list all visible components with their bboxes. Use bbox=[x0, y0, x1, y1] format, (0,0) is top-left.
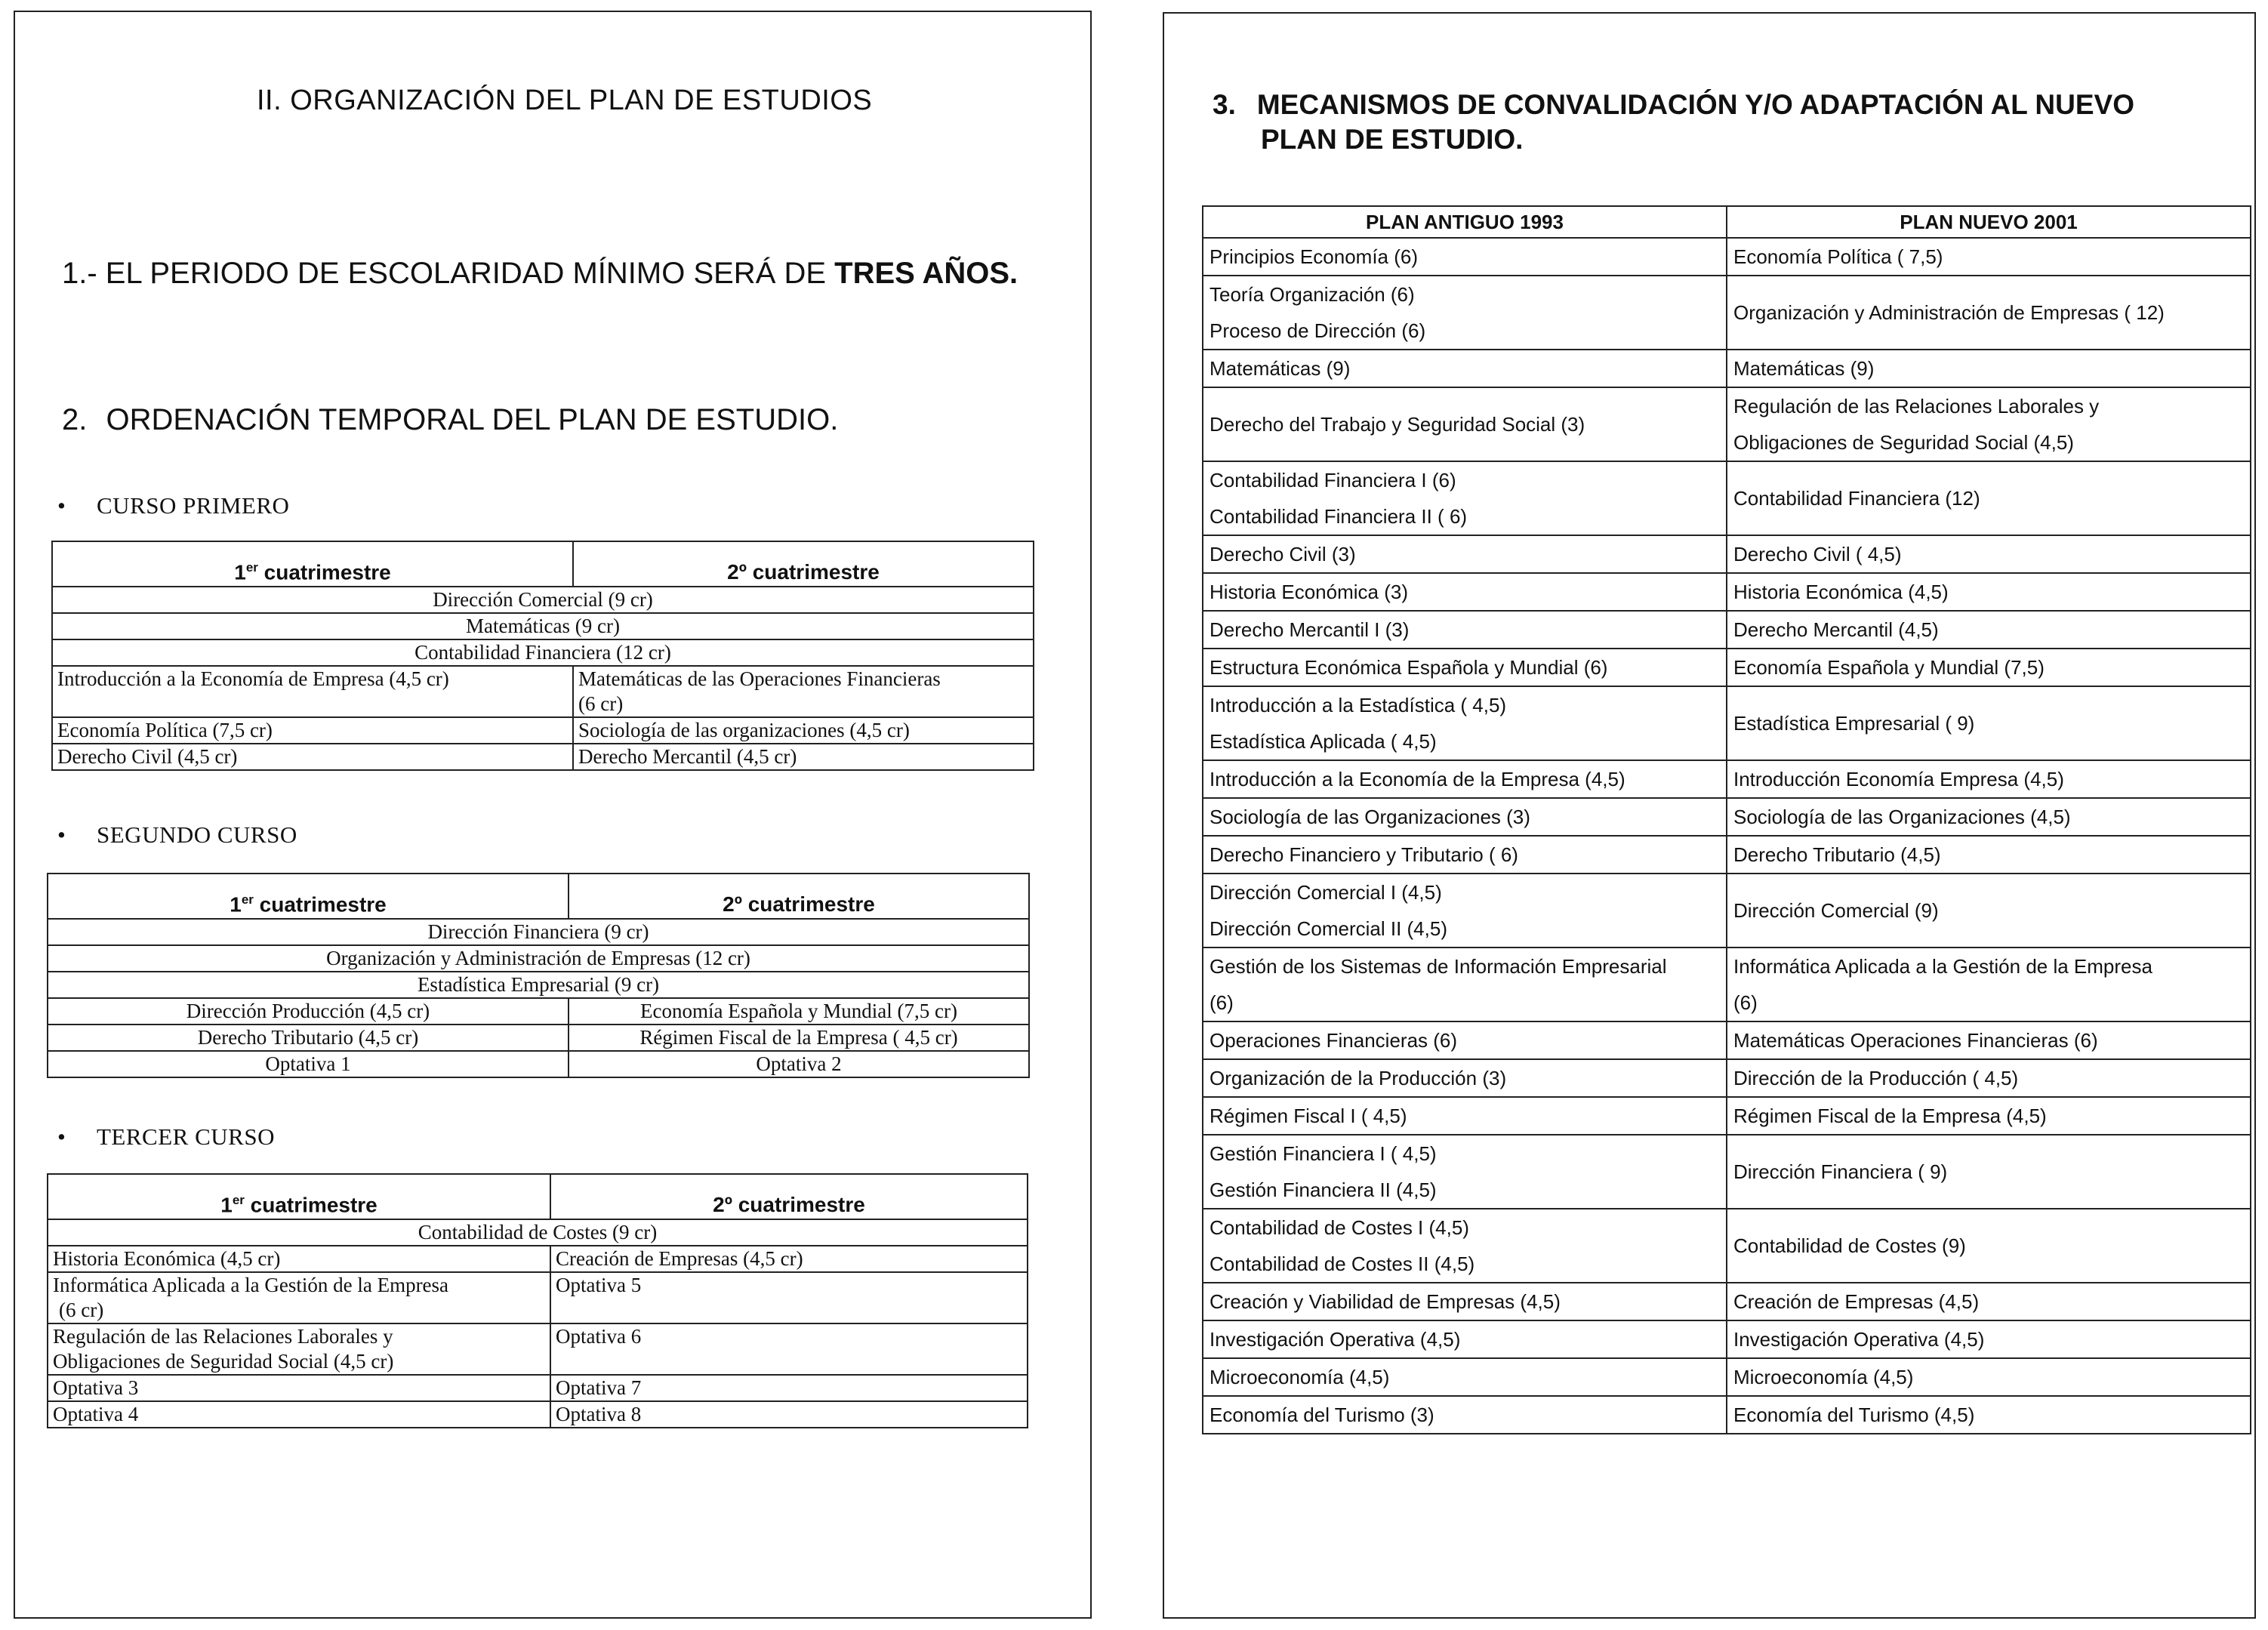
first-semester-subject: Optativa 4 bbox=[48, 1401, 550, 1428]
header-second-semester: 2º cuatrimestre bbox=[550, 1174, 1028, 1219]
table-row bbox=[1203, 350, 2251, 387]
new-plan-subject: Derecho Tributario (4,5) bbox=[1727, 836, 2251, 874]
old-plan-subject: Sociología de las Organizaciones (3) bbox=[1203, 798, 1727, 836]
second-semester-subject: Optativa 6 bbox=[550, 1323, 1028, 1375]
old-plan-subject: Historia Económica (3) bbox=[1203, 573, 1727, 611]
new-plan-subject: Dirección de la Producción ( 4,5) bbox=[1727, 1059, 2251, 1097]
table-row bbox=[1203, 1320, 2251, 1358]
course-3-table bbox=[47, 1173, 1028, 1428]
table-row bbox=[1203, 760, 2251, 798]
section-3-title-line-2: PLAN DE ESTUDIO. bbox=[1261, 124, 1524, 155]
first-semester-subject: Introducción a la Economía de Empresa (4,5 cr) bbox=[52, 666, 573, 717]
old-plan-subject: Microeconomía (4,5) bbox=[1203, 1358, 1727, 1396]
table-row bbox=[48, 1025, 1029, 1051]
course-2-title: SEGUNDO CURSO bbox=[97, 821, 297, 848]
left-page bbox=[14, 11, 1092, 1619]
first-semester-subject: Optativa 1 bbox=[48, 1051, 569, 1077]
old-plan-subject: Derecho Financiero y Tributario ( 6) bbox=[1203, 836, 1727, 874]
old-plan-subject: Estructura Económica Española y Mundial (6) bbox=[1203, 649, 1727, 686]
old-plan-subject: Gestión Financiera I ( 4,5) Gestión Financiera II (4,5) bbox=[1203, 1135, 1727, 1209]
second-semester-subject: Optativa 2 bbox=[569, 1051, 1029, 1077]
bullet: • bbox=[57, 492, 66, 519]
header-new-plan: PLAN NUEVO 2001 bbox=[1727, 206, 2251, 238]
course-1-table bbox=[51, 541, 1034, 771]
table-header-row bbox=[52, 541, 1034, 587]
old-plan-subject: Teoría Organización (6) Proceso de Dirección (6) bbox=[1203, 276, 1727, 350]
table-row bbox=[1203, 387, 2251, 461]
new-plan-subject: Historia Económica (4,5) bbox=[1727, 573, 2251, 611]
old-plan-subject: Derecho Civil (3) bbox=[1203, 535, 1727, 573]
table-row bbox=[1203, 1097, 2251, 1135]
table-row bbox=[1203, 573, 2251, 611]
new-plan-subject: Economía Política ( 7,5) bbox=[1727, 238, 2251, 276]
page-heading: II. ORGANIZACIÓN DEL PLAN DE ESTUDIOS bbox=[257, 85, 873, 116]
course-2-table bbox=[47, 873, 1030, 1078]
full-year-subject: Estadística Empresarial (9 cr) bbox=[48, 972, 1029, 998]
new-plan-subject: Contabilidad de Costes (9) bbox=[1727, 1209, 2251, 1283]
new-plan-subject: Introducción Economía Empresa (4,5) bbox=[1727, 760, 2251, 798]
new-plan-subject: Economía Española y Mundial (7,5) bbox=[1727, 649, 2251, 686]
new-plan-subject: Matemáticas Operaciones Financieras (6) bbox=[1727, 1021, 2251, 1059]
second-semester-subject: Derecho Mercantil (4,5 cr) bbox=[573, 744, 1034, 770]
table-row bbox=[52, 613, 1034, 639]
first-semester-subject: Optativa 3 bbox=[48, 1375, 550, 1401]
old-plan-subject: Principios Economía (6) bbox=[1203, 238, 1727, 276]
second-semester-subject: Optativa 8 bbox=[550, 1401, 1028, 1428]
table-row bbox=[1203, 798, 2251, 836]
section-1-heading bbox=[62, 257, 1018, 291]
new-plan-subject: Derecho Civil ( 4,5) bbox=[1727, 535, 2251, 573]
table-row bbox=[1203, 1135, 2251, 1209]
table-row bbox=[48, 1272, 1028, 1323]
full-year-subject: Dirección Financiera (9 cr) bbox=[48, 919, 1029, 945]
table-row bbox=[48, 1051, 1029, 1077]
header-first-semester: 1er cuatrimestre bbox=[52, 541, 573, 587]
table-row bbox=[1203, 836, 2251, 874]
full-year-subject: Contabilidad de Costes (9 cr) bbox=[48, 1219, 1028, 1246]
second-semester-subject: Creación de Empresas (4,5 cr) bbox=[550, 1246, 1028, 1272]
old-plan-subject: Creación y Viabilidad de Empresas (4,5) bbox=[1203, 1283, 1727, 1320]
course-3-title: TERCER CURSO bbox=[97, 1123, 275, 1150]
old-plan-subject: Operaciones Financieras (6) bbox=[1203, 1021, 1727, 1059]
first-semester-subject: Informática Aplicada a la Gestión de la Empresa (6 cr) bbox=[48, 1272, 550, 1323]
new-plan-subject: Investigación Operativa (4,5) bbox=[1727, 1320, 2251, 1358]
table-row bbox=[48, 1401, 1028, 1428]
old-plan-subject: Economía del Turismo (3) bbox=[1203, 1396, 1727, 1434]
header-second-semester: 2º cuatrimestre bbox=[569, 874, 1029, 919]
table-row bbox=[1203, 461, 2251, 535]
section-3-heading bbox=[1213, 88, 2134, 157]
table-row bbox=[48, 945, 1029, 972]
section-3-number: 3. bbox=[1213, 89, 1236, 120]
table-row bbox=[1203, 1059, 2251, 1097]
table-row bbox=[48, 998, 1029, 1025]
new-plan-subject: Dirección Financiera ( 9) bbox=[1727, 1135, 2251, 1209]
table-row bbox=[52, 639, 1034, 666]
old-plan-subject: Introducción a la Estadística ( 4,5) Estadística Aplicada ( 4,5) bbox=[1203, 686, 1727, 760]
table-row bbox=[1203, 1283, 2251, 1320]
course-2-label bbox=[57, 821, 297, 849]
table-row bbox=[1203, 1021, 2251, 1059]
right-page bbox=[1163, 12, 2256, 1619]
old-plan-subject: Contabilidad Financiera I (6) Contabilidad Financiera II ( 6) bbox=[1203, 461, 1727, 535]
old-plan-subject: Investigación Operativa (4,5) bbox=[1203, 1320, 1727, 1358]
old-plan-subject: Contabilidad de Costes I (4,5) Contabilidad de Costes II (4,5) bbox=[1203, 1209, 1727, 1283]
full-year-subject: Matemáticas (9 cr) bbox=[52, 613, 1034, 639]
old-plan-subject: Matemáticas (9) bbox=[1203, 350, 1727, 387]
first-semester-subject: Derecho Civil (4,5 cr) bbox=[52, 744, 573, 770]
second-semester-subject: Sociología de las organizaciones (4,5 cr) bbox=[573, 717, 1034, 744]
full-year-subject: Dirección Comercial (9 cr) bbox=[52, 587, 1034, 613]
new-plan-subject: Dirección Comercial (9) bbox=[1727, 874, 2251, 947]
header-first-semester: 1er cuatrimestre bbox=[48, 1174, 550, 1219]
table-row bbox=[1203, 276, 2251, 350]
table-row bbox=[1203, 238, 2251, 276]
full-year-subject: Contabilidad Financiera (12 cr) bbox=[52, 639, 1034, 666]
new-plan-subject: Contabilidad Financiera (12) bbox=[1727, 461, 2251, 535]
table-row bbox=[1203, 649, 2251, 686]
first-semester-subject: Regulación de las Relaciones Laborales y Obligaciones de Seguridad Social (4,5 cr) bbox=[48, 1323, 550, 1375]
table-row bbox=[48, 1219, 1028, 1246]
section-1-emphasis: TRES AÑOS. bbox=[834, 257, 1018, 290]
bullet: • bbox=[57, 821, 66, 848]
section-3-title-line-1: MECANISMOS DE CONVALIDACIÓN Y/O ADAPTACIÓN AL NUEVO bbox=[1256, 89, 2134, 120]
new-plan-subject: Regulación de las Relaciones Laborales y Obligaciones de Seguridad Social (4,5) bbox=[1727, 387, 2251, 461]
table-row bbox=[1203, 535, 2251, 573]
old-plan-subject: Dirección Comercial I (4,5) Dirección Comercial II (4,5) bbox=[1203, 874, 1727, 947]
table-row bbox=[1203, 611, 2251, 649]
new-plan-subject: Derecho Mercantil (4,5) bbox=[1727, 611, 2251, 649]
first-semester-subject: Dirección Producción (4,5 cr) bbox=[48, 998, 569, 1025]
first-semester-subject: Historia Económica (4,5 cr) bbox=[48, 1246, 550, 1272]
new-plan-subject: Sociología de las Organizaciones (4,5) bbox=[1727, 798, 2251, 836]
new-plan-subject: Matemáticas (9) bbox=[1727, 350, 2251, 387]
new-plan-subject: Régimen Fiscal de la Empresa (4,5) bbox=[1727, 1097, 2251, 1135]
course-1-title: CURSO PRIMERO bbox=[97, 492, 290, 519]
first-semester-subject: Derecho Tributario (4,5 cr) bbox=[48, 1025, 569, 1051]
new-plan-subject: Creación de Empresas (4,5) bbox=[1727, 1283, 2251, 1320]
second-semester-subject: Matemáticas de las Operaciones Financieras (6 cr) bbox=[573, 666, 1034, 717]
old-plan-subject: Régimen Fiscal I ( 4,5) bbox=[1203, 1097, 1727, 1135]
section-2-heading bbox=[62, 403, 838, 437]
new-plan-subject: Informática Aplicada a la Gestión de la Empresa (6) bbox=[1727, 947, 2251, 1021]
new-plan-subject: Economía del Turismo (4,5) bbox=[1727, 1396, 2251, 1434]
new-plan-subject: Microeconomía (4,5) bbox=[1727, 1358, 2251, 1396]
old-plan-subject: Derecho Mercantil I (3) bbox=[1203, 611, 1727, 649]
old-plan-subject: Gestión de los Sistemas de Información Empresarial (6) bbox=[1203, 947, 1727, 1021]
header-old-plan: PLAN ANTIGUO 1993 bbox=[1203, 206, 1727, 238]
new-plan-subject: Estadística Empresarial ( 9) bbox=[1727, 686, 2251, 760]
convalidation-table bbox=[1202, 205, 2251, 1434]
table-row bbox=[1203, 874, 2251, 947]
table-row bbox=[48, 1375, 1028, 1401]
section-1-text: 1.- EL PERIODO DE ESCOLARIDAD MÍNIMO SERÁ DE bbox=[62, 257, 835, 290]
table-header-row bbox=[1203, 206, 2251, 238]
table-row bbox=[52, 717, 1034, 744]
table-row bbox=[48, 972, 1029, 998]
table-row bbox=[48, 919, 1029, 945]
old-plan-subject: Organización de la Producción (3) bbox=[1203, 1059, 1727, 1097]
old-plan-subject: Derecho del Trabajo y Seguridad Social (3) bbox=[1203, 387, 1727, 461]
course-3-label bbox=[57, 1123, 275, 1151]
table-header-row bbox=[48, 1174, 1028, 1219]
bullet: • bbox=[57, 1123, 66, 1150]
header-first-semester: 1er cuatrimestre bbox=[48, 874, 569, 919]
second-semester-subject: Optativa 7 bbox=[550, 1375, 1028, 1401]
header-second-semester: 2º cuatrimestre bbox=[573, 541, 1034, 587]
table-row bbox=[1203, 1358, 2251, 1396]
new-plan-subject: Organización y Administración de Empresas ( 12) bbox=[1727, 276, 2251, 350]
table-row bbox=[1203, 947, 2251, 1021]
second-semester-subject: Economía Española y Mundial (7,5 cr) bbox=[569, 998, 1029, 1025]
table-row bbox=[48, 1246, 1028, 1272]
section-2-title: ORDENACIÓN TEMPORAL DEL PLAN DE ESTUDIO. bbox=[106, 403, 839, 436]
old-plan-subject: Introducción a la Economía de la Empresa (4,5) bbox=[1203, 760, 1727, 798]
table-row bbox=[1203, 1209, 2251, 1283]
course-1-label bbox=[57, 492, 289, 519]
table-header-row bbox=[48, 874, 1029, 919]
table-row bbox=[52, 744, 1034, 770]
table-row bbox=[52, 666, 1034, 717]
first-semester-subject: Economía Política (7,5 cr) bbox=[52, 717, 573, 744]
table-row bbox=[48, 1323, 1028, 1375]
full-year-subject: Organización y Administración de Empresas (12 cr) bbox=[48, 945, 1029, 972]
table-row bbox=[1203, 1396, 2251, 1434]
table-row bbox=[1203, 686, 2251, 760]
second-semester-subject: Optativa 5 bbox=[550, 1272, 1028, 1323]
table-row bbox=[52, 587, 1034, 613]
second-semester-subject: Régimen Fiscal de la Empresa ( 4,5 cr) bbox=[569, 1025, 1029, 1051]
section-2-number: 2. bbox=[62, 403, 88, 436]
